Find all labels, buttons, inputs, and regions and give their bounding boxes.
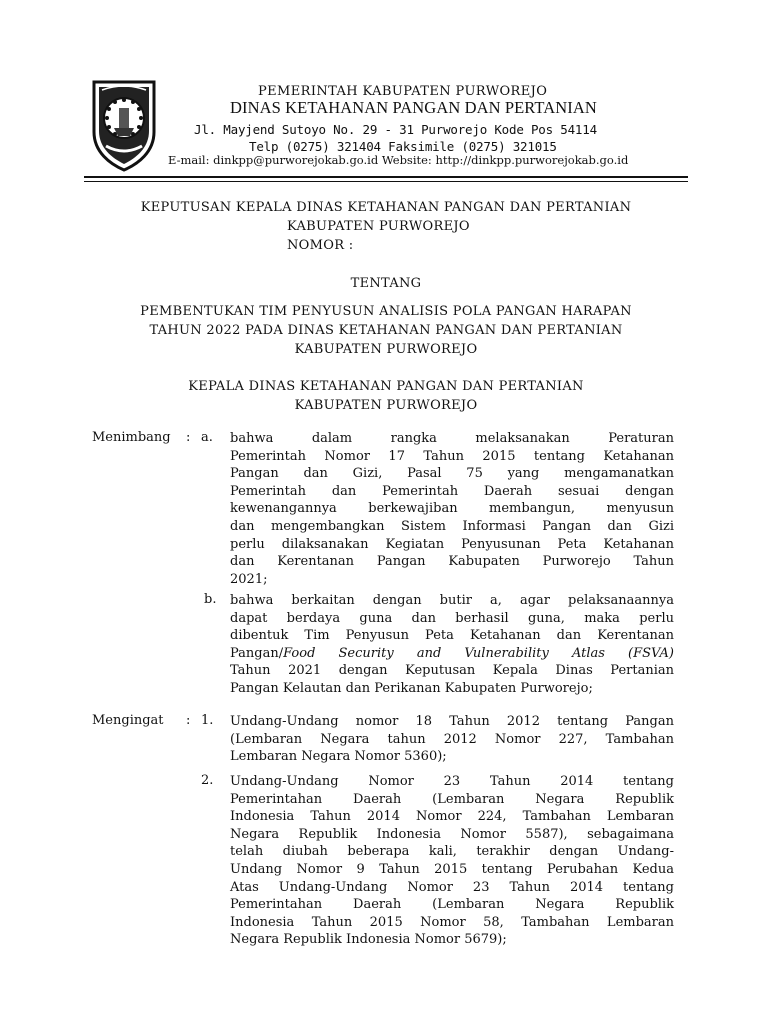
decree-number: NOMOR : [287, 238, 354, 253]
text-line: Atas Undang-Undang Nomor 23 Tahun 2014 tentang [230, 879, 674, 895]
text-line: bahwa berkaitan dengan butir a, agar pelaksanaannya [230, 593, 674, 608]
decree-title-line2: KABUPATEN PURWOREJO [287, 219, 470, 234]
letterhead-divider-thick [84, 176, 688, 178]
remembering-item-2 [230, 773, 674, 949]
text-line: Undang-Undang nomor 18 Tahun 2012 tentang Pangan [230, 714, 674, 729]
text-line: Pemerintah dan Pemerintah Daerah sesuai dengan [230, 483, 674, 499]
letterhead-phone: Telp (0275) 321404 Faksimile (0275) 321015 [249, 139, 557, 154]
decree-subject-line3: KABUPATEN PURWOREJO [294, 342, 478, 357]
text-line: dan Kerentanan Pangan Kabupaten Purworejo Tahun [230, 554, 674, 570]
text-line: Indonesia Tahun 2015 Nomor 58, Tambahan Lembaran [230, 914, 674, 930]
text-line: bahwa dalam rangka melaksanakan Peraturan [230, 431, 674, 446]
text-line: Lembaran Negara Nomor 5360); [230, 749, 447, 765]
text-line: telah diubah beberapa kali, terakhir dengan Undang- [230, 844, 674, 860]
text-line: Pangan dan Gizi, Pasal 75 yang mengamanatkan [230, 466, 674, 482]
text-line: Negara Republik Indonesia Nomor 5587), sebagaimana [230, 826, 674, 842]
decree-about: TENTANG [350, 276, 422, 291]
decree-official-line2: KABUPATEN PURWOREJO [294, 398, 478, 413]
letterhead-divider-thin [84, 181, 688, 182]
text-line: Pemerintah Nomor 17 Tahun 2015 tentang Ketahanan [230, 448, 674, 464]
text-line: Indonesia Tahun 2014 Nomor 224, Tambahan Lembaran [230, 809, 674, 825]
decree-subject-line2: TAHUN 2022 PADA DINAS KETAHANAN PANGAN DAN PERTANIAN [149, 323, 623, 338]
letterhead-agency: DINAS KETAHANAN PANGAN DAN PERTANIAN [230, 98, 597, 117]
text-line: Tahun 2021 dengan Keputusan Kepala Dinas Pertanian [230, 663, 674, 679]
decree-title-line1: KEPUTUSAN KEPALA DINAS KETAHANAN PANGAN DAN PERTANIAN [140, 200, 632, 215]
text-line-with-italic [230, 645, 674, 663]
remembering-colon: : [186, 713, 191, 728]
text-line: (Lembaran Negara tahun 2012 Nomor 227, Tambahan [230, 731, 674, 747]
text-line: Undang-Undang Nomor 23 Tahun 2014 tentang [230, 774, 674, 789]
considering-label: Menimbang [92, 430, 171, 445]
remembering-item-1-marker: 1. [201, 713, 214, 728]
text-line: Undang Nomor 9 Tahun 2015 tentang Perubahan Kedua [230, 861, 674, 877]
remembering-item-1 [230, 713, 674, 766]
text-line: kewenangannya berkewajiban membangun, menyusun [230, 501, 674, 517]
considering-item-a-marker: a. [201, 430, 213, 445]
text-line: Pangan Kelautan dan Perikanan Kabupaten Purworejo; [230, 680, 593, 696]
text-line: perlu dilaksanakan Kegiatan Penyusunan Peta Ketahanan [230, 536, 674, 552]
remembering-label: Mengingat [92, 713, 164, 728]
considering-item-b-marker: b. [204, 592, 217, 607]
text-fragment: Pangan/ [230, 645, 284, 661]
text-line: dapat berdaya guna dan berhasil guna, maka perlu [230, 610, 674, 626]
decree-official-line1: KEPALA DINAS KETAHANAN PANGAN DAN PERTANIAN [188, 379, 584, 394]
remembering-item-2-marker: 2. [201, 773, 214, 788]
letterhead-contact: E-mail: dinkpp@purworejokab.go.id Website: http://dinkpp.purworejokab.go.id [168, 153, 629, 167]
considering-colon: : [186, 430, 191, 445]
considering-item-b [230, 592, 674, 698]
italic-term: Food Security and Vulnerability Atlas (FSVA) [283, 645, 674, 661]
text-line: dibentuk Tim Penyusun Peta Ketahanan dan Kerentanan [230, 628, 674, 644]
text-line: Pemerintahan Daerah (Lembaran Negara Republik [230, 897, 674, 913]
decree-subject-line1: PEMBENTUKAN TIM PENYUSUN ANALISIS POLA PANGAN HARAPAN [140, 304, 632, 319]
text-line: dan mengembangkan Sistem Informasi Pangan dan Gizi [230, 518, 674, 534]
text-line: 2021; [230, 571, 268, 587]
letterhead-government: PEMERINTAH KABUPATEN PURWOREJO [258, 84, 548, 99]
purworejo-emblem-icon [88, 76, 160, 172]
letterhead-address: Jl. Mayjend Sutoyo No. 29 - 31 Purworejo Kode Pos 54114 [194, 122, 597, 137]
text-line: Pemerintahan Daerah (Lembaran Negara Republik [230, 791, 674, 807]
considering-item-a [230, 430, 674, 588]
text-line: Negara Republik Indonesia Nomor 5679); [230, 932, 507, 948]
